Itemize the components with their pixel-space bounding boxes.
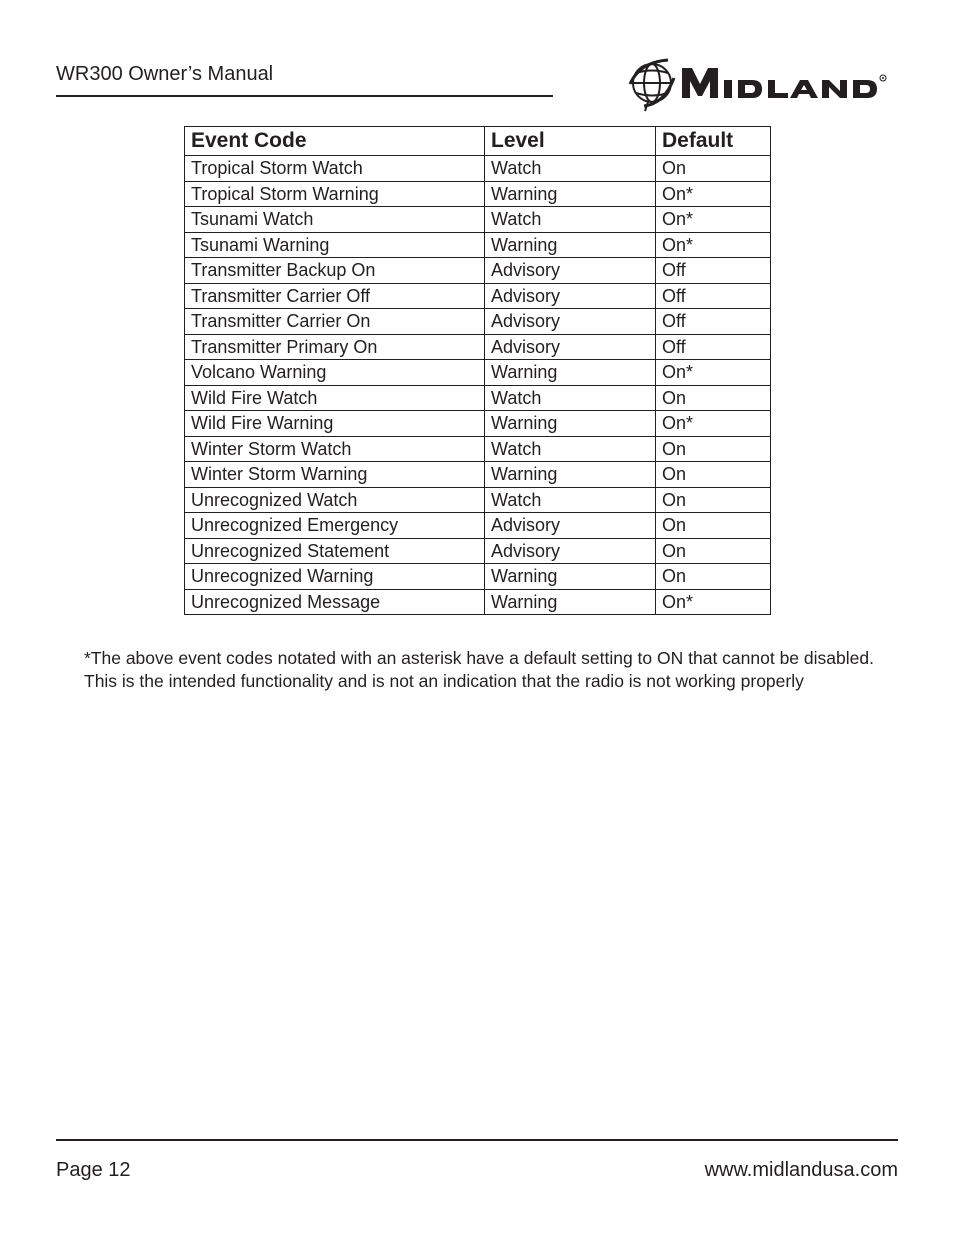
- table-row: [185, 232, 771, 258]
- event-code-cell: Unrecognized Warning: [185, 564, 485, 590]
- table-row: [185, 462, 771, 488]
- footer-divider: [56, 1139, 898, 1141]
- table-row: [185, 513, 771, 539]
- default-cell: On: [656, 385, 771, 411]
- event-code-cell: Wild Fire Watch: [185, 385, 485, 411]
- event-code-cell: Unrecognized Emergency: [185, 513, 485, 539]
- event-code-cell: Transmitter Primary On: [185, 334, 485, 360]
- table-row: [185, 309, 771, 335]
- event-code-cell: Transmitter Carrier Off: [185, 283, 485, 309]
- level-cell: Warning: [485, 232, 656, 258]
- column-header-default: Default: [656, 127, 771, 156]
- table-row: [185, 156, 771, 182]
- page-number: Page 12: [56, 1159, 131, 1181]
- default-cell: Off: [656, 334, 771, 360]
- default-cell: On*: [656, 360, 771, 386]
- table-row: [185, 334, 771, 360]
- table-row: [185, 589, 771, 615]
- table-row: [185, 283, 771, 309]
- asterisk-footnote: *The above event codes notated with an asterisk have a default setting to ON that cannot be disabled. This is the intended functionality and is not an indication that the radio is not working properly: [84, 648, 874, 691]
- brand-letters: [724, 80, 877, 98]
- header-divider: [56, 95, 553, 97]
- level-cell: Watch: [485, 385, 656, 411]
- table-row: [185, 564, 771, 590]
- event-code-cell: Wild Fire Warning: [185, 411, 485, 437]
- manual-title: WR300 Owner’s Manual: [56, 63, 274, 85]
- event-code-cell: Winter Storm Warning: [185, 462, 485, 488]
- default-cell: On: [656, 156, 771, 182]
- table-row: [185, 181, 771, 207]
- level-cell: Warning: [485, 181, 656, 207]
- event-code-cell: Tsunami Watch: [185, 207, 485, 233]
- table-header-row: [185, 127, 771, 156]
- table-row: [185, 411, 771, 437]
- event-code-cell: Transmitter Backup On: [185, 258, 485, 284]
- event-code-cell: Tropical Storm Warning: [185, 181, 485, 207]
- event-code-cell: Winter Storm Watch: [185, 436, 485, 462]
- level-cell: Advisory: [485, 258, 656, 284]
- globe-icon: [630, 60, 674, 111]
- event-code-cell: Transmitter Carrier On: [185, 309, 485, 335]
- default-cell: Off: [656, 258, 771, 284]
- column-header-level: Level: [485, 127, 656, 156]
- event-code-cell: Tropical Storm Watch: [185, 156, 485, 182]
- event-code-cell: Unrecognized Message: [185, 589, 485, 615]
- default-cell: On*: [656, 207, 771, 233]
- default-cell: Off: [656, 309, 771, 335]
- level-cell: Warning: [485, 564, 656, 590]
- default-cell: On: [656, 462, 771, 488]
- level-cell: Watch: [485, 436, 656, 462]
- level-cell: Watch: [485, 487, 656, 513]
- table-row: [185, 360, 771, 386]
- midland-logo-graphic: [628, 54, 900, 112]
- level-cell: Watch: [485, 207, 656, 233]
- table-row: [185, 385, 771, 411]
- registered-mark-icon: [880, 75, 886, 81]
- default-cell: On: [656, 538, 771, 564]
- default-cell: On*: [656, 411, 771, 437]
- brand-m: [682, 68, 718, 98]
- default-cell: On: [656, 564, 771, 590]
- level-cell: Advisory: [485, 334, 656, 360]
- table-row: [185, 258, 771, 284]
- level-cell: Warning: [485, 589, 656, 615]
- level-cell: Watch: [485, 156, 656, 182]
- website-url: www.midlandusa.com: [704, 1159, 898, 1181]
- default-cell: Off: [656, 283, 771, 309]
- event-code-cell: Tsunami Warning: [185, 232, 485, 258]
- table-row: [185, 538, 771, 564]
- default-cell: On: [656, 487, 771, 513]
- level-cell: Warning: [485, 411, 656, 437]
- table-row: [185, 487, 771, 513]
- column-header-event-code: Event Code: [185, 127, 485, 156]
- default-cell: On: [656, 436, 771, 462]
- event-code-cell: Volcano Warning: [185, 360, 485, 386]
- default-cell: On: [656, 513, 771, 539]
- level-cell: Advisory: [485, 513, 656, 539]
- event-code-table: [184, 126, 771, 615]
- level-cell: Advisory: [485, 538, 656, 564]
- default-cell: On*: [656, 181, 771, 207]
- level-cell: Advisory: [485, 309, 656, 335]
- level-cell: Advisory: [485, 283, 656, 309]
- default-cell: On*: [656, 232, 771, 258]
- default-cell: On*: [656, 589, 771, 615]
- table-row: [185, 436, 771, 462]
- event-code-cell: Unrecognized Statement: [185, 538, 485, 564]
- level-cell: Warning: [485, 360, 656, 386]
- midland-logo: [628, 54, 900, 112]
- table-row: [185, 207, 771, 233]
- level-cell: Warning: [485, 462, 656, 488]
- event-code-cell: Unrecognized Watch: [185, 487, 485, 513]
